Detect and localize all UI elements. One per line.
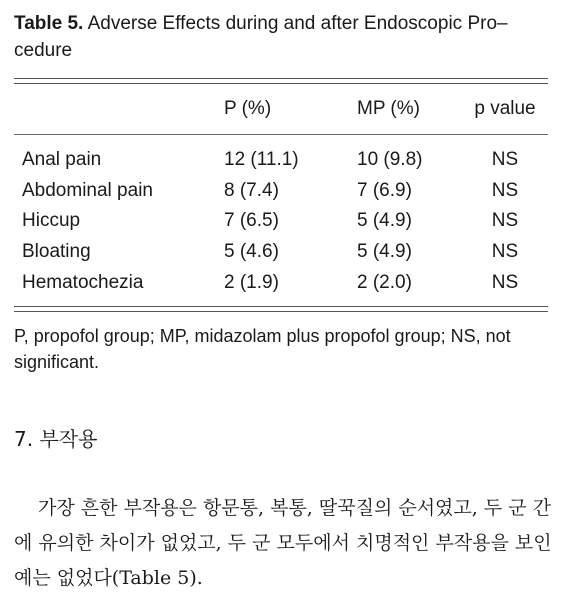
table-row-label: Anal pain xyxy=(22,149,102,170)
section-heading: 7. 부작용 xyxy=(14,427,98,451)
table-cell-mp: 5 (4.9) xyxy=(357,241,412,262)
table-caption xyxy=(14,10,562,64)
table-cell-mp: 5 (4.9) xyxy=(357,210,412,231)
section-body-text: 가장 흔한 부작용은 항문통, 복통, 딸꾹질의 순서였고, 두 군 간에 유의한 차이가 없었고, 두 군 모두에서 치명적인 부작용을 보인 예는 없었다(Table 5). xyxy=(14,497,552,589)
table-cell-p: 2 (1.9) xyxy=(224,272,279,293)
table-row-label: Abdominal pain xyxy=(22,180,153,201)
table-cell-mp: 10 (9.8) xyxy=(357,149,423,170)
table-header-rule xyxy=(14,134,548,135)
table-cell-p: 5 (4.6) xyxy=(224,241,279,262)
table-cell-pvalue: NS xyxy=(491,210,519,231)
table-cell-p: 8 (7.4) xyxy=(224,180,279,201)
table-header-p: P (%) xyxy=(224,98,272,119)
table-header-pvalue: p value xyxy=(474,98,536,119)
table-cell-p: 7 (6.5) xyxy=(224,210,279,231)
table-cell-pvalue: NS xyxy=(491,149,519,170)
table-caption-text: Adverse Effects during and after Endoscopic Pro–cedure xyxy=(14,13,508,61)
table-header-mp: MP (%) xyxy=(357,98,420,119)
table-bottom-rule xyxy=(14,306,548,312)
table-cell-pvalue: NS xyxy=(491,241,519,262)
table-top-rule xyxy=(14,78,548,84)
table-cell-pvalue: NS xyxy=(491,180,519,201)
table-caption-label: Table 5. xyxy=(14,13,84,34)
table-footnote: P, propofol group; MP, midazolam plus propofol group; NS, not significant. xyxy=(14,326,511,372)
table-row-label: Bloating xyxy=(22,241,91,262)
table-cell-mp: 7 (6.9) xyxy=(357,180,412,201)
table-row-label: Hematochezia xyxy=(22,272,144,293)
table-cell-mp: 2 (2.0) xyxy=(357,272,412,293)
table-row-label: Hiccup xyxy=(22,210,81,231)
table-cell-p: 12 (11.1) xyxy=(224,149,299,170)
table-cell-pvalue: NS xyxy=(491,272,519,293)
section-body xyxy=(14,491,554,596)
